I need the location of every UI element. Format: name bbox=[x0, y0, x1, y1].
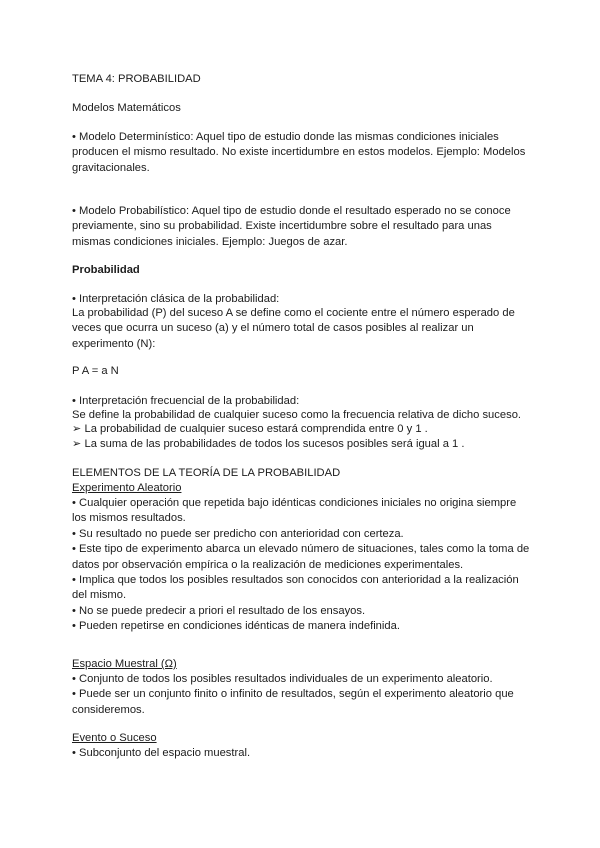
interpretacion-frecuencial-body: Se define la probabilidad de cualquier suceso como la frecuencia relativa de dicho suceso. bbox=[72, 409, 522, 421]
list-item: • Subconjunto del espacio muestral. bbox=[72, 747, 251, 759]
list-item: • Conjunto de todos los posibles resultados individuales de un experimento aleatorio. bbox=[72, 673, 493, 685]
interpretacion-frecuencial-title: • Interpretación frecuencial de la probabilidad: bbox=[72, 395, 300, 407]
list-item: • No se puede predecir a priori el resultado de los ensayos. bbox=[72, 604, 366, 617]
list-item: • Pueden repetirse en condiciones idénticas de manera indefinida. bbox=[72, 620, 400, 633]
interpretacion-clasica-body: La probabilidad (P) del suceso A se define como el cociente entre el número esperado de veces que ocurra un suceso (a) y el número total de casos posibles al realizar un experimento (N): bbox=[72, 307, 515, 350]
section-heading-elementos: ELEMENTOS DE LA TEORÍA DE LA PROBABILIDAD bbox=[72, 467, 341, 479]
list-item: • Este tipo de experimento abarca un elevado número de situaciones, tales como la toma de datos por observación empírica o la realización de mediciones experimentales. bbox=[72, 543, 530, 571]
list-item: • Implica que todos los posibles resultados son conocidos con anterioridad a la realización del mismo. bbox=[72, 574, 519, 602]
list-item: • Cualquier operación que repetida bajo idénticas condiciones iniciales no origina siempre los mismos resultados. bbox=[72, 497, 517, 525]
subsection-title-espacio-muestral: Espacio Muestral (Ω) bbox=[72, 658, 177, 670]
arrow-bullet-range: ➢ La probabilidad de cualquier suceso estará comprendida entre 0 y 1 . bbox=[72, 423, 428, 435]
arrow-bullet-sum: ➢ La suma de las probabilidades de todos los sucesos posibles será igual a 1 . bbox=[72, 438, 465, 450]
subsection-title-evento: Evento o Suceso bbox=[72, 732, 157, 744]
experimento-list bbox=[72, 496, 532, 635]
list-item: • Puede ser un conjunto finito o infinito de resultados, según el experimento aleatorio que consideremos. bbox=[72, 688, 514, 716]
evento-list bbox=[72, 746, 532, 761]
section-heading-probabilidad: Probabilidad bbox=[72, 264, 140, 276]
subsection-title-experimento: Experimento Aleatorio bbox=[72, 482, 182, 494]
paragraph-modelo-probabilistico: • Modelo Probabilístico: Aquel tipo de estudio donde el resultado esperado no se conoce previamente, sino su probabilidad. Existe incertidumbre sobre el resultado para unas mismas condiciones iniciales. Ejemplo: Juegos de azar. bbox=[72, 205, 511, 248]
document-title: TEMA 4: PROBABILIDAD bbox=[72, 73, 201, 85]
paragraph-modelo-deterministico: • Modelo Determinístico: Aquel tipo de estudio donde las mismas condiciones iniciales producen el mismo resultado. No existe incertidumbre en estos modelos. Ejemplo: Modelos gravitacionales. bbox=[72, 131, 526, 174]
espacio-muestral-list bbox=[72, 672, 532, 718]
probability-formula: P A = a N bbox=[72, 365, 119, 377]
interpretacion-clasica-title: • Interpretación clásica de la probabilidad: bbox=[72, 293, 280, 305]
section-heading-modelos: Modelos Matemáticos bbox=[72, 102, 181, 114]
list-item: • Su resultado no puede ser predicho con anterioridad con certeza. bbox=[72, 527, 404, 540]
